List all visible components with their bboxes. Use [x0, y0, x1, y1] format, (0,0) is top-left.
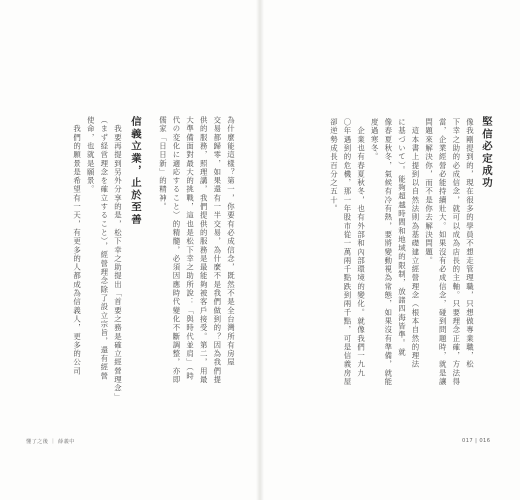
left-page-section-line: 使命，也就是願景。 — [86, 116, 96, 194]
right-page-body-line: 這本書上提到以自然法則為基礎建立經營理念（根本自然的理法 — [411, 118, 420, 369]
right-page-body-line: 〇年遇到的危機，那一年股市從一萬兩千點跌到兩千點，可是信義房屋 — [343, 118, 352, 387]
right-page-body-line: 企業也有春夏秋冬，也有外部和內部環境的變化。就像我們一九九 — [356, 118, 366, 378]
right-page-body-line: に基づいて）。能夠超越時間和地域的限制，放諸四海皆準。就 — [397, 118, 407, 357]
right-page-body-line: 卻逆勢成長百分之五十。 — [329, 118, 339, 214]
right-page-body-line: 下幸之助的必成信念，就可以成為店長的主軸。只要理念正確，方法得 — [451, 118, 461, 387]
right-page-body-line: 問題來解決你，而不是你去解決問題。 — [424, 118, 434, 266]
left-page-intro-line: 交易都歸零，如果還有一半交易，為什麼不是我們做到的？因為我們提 — [212, 116, 222, 385]
right-page-body-line: 度過寒冬。 — [370, 118, 380, 162]
left-page-footer: 懂了之後 ｜ 薛義中 — [26, 439, 75, 445]
left-page-heading: 信義立業，止於至善 — [129, 116, 141, 226]
left-page-section-line: 我們的願景是希望有一天，有更多的人都成為信義人，更多的公司 — [72, 116, 82, 376]
right-page-body-line: 像我剛提到的，現在很多的學員不想走管理職，只想做專業職，松 — [465, 118, 475, 369]
book-gutter — [256, 0, 264, 500]
right-page-body-line: 像春夏秋冬，氣候有冷有熱，要將變動視為常態，如果沒有準備，就能 — [383, 118, 393, 387]
left-page-intro-line: 代の変化に適応すること）的精髓，必須因應時代變化不斷調整，亦即 — [172, 116, 181, 385]
right-page-heading: 堅信必定成功 — [480, 116, 492, 190]
left-page-section-line: 我要再提到另外分享的是，松下幸之助提出「首要之務是確立經營理念」 — [113, 116, 123, 402]
right-page-body-line: 當，企業經營必能持續壯大。如果沒有必成信念，碰到問題時，就是讓 — [438, 118, 448, 387]
right-page-folio: 017 | 016 — [462, 438, 491, 444]
left-page-section-line: （まず経営理念を確立すること），經營理念除了設立宗旨，還有經營 — [99, 116, 109, 381]
left-page-intro-line: 為什麼能這樣？第一，你要有必成信念，既然不是全台灣所有房屋 — [226, 116, 236, 367]
left-page-intro-line: 供的服務，照理講，我們提供的服務是最能夠被客戶接受。第二，用最 — [199, 116, 209, 385]
left-page-intro-line: 儒家「日日新」的精神。 — [158, 116, 168, 212]
left-page-intro-line: 大準備面對最大的挑戰，這也是松下幸之助所說：「與時代並肩」（時 — [185, 116, 195, 381]
